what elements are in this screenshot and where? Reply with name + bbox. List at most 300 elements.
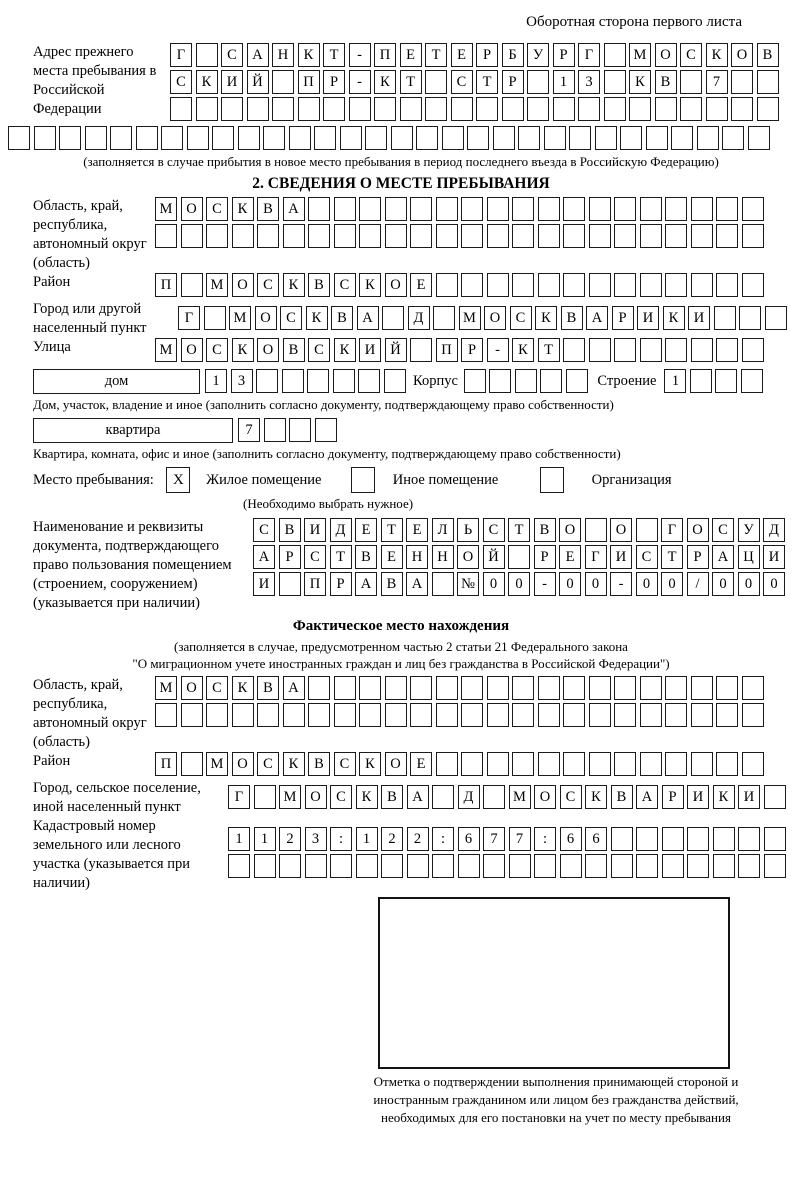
char-box: С: [280, 306, 302, 330]
actual-location-note-1: (заполняется в случае, предусмотренном частью 2 статьи 21 Федерального закона: [174, 639, 628, 654]
char-box: В: [757, 43, 779, 67]
char-box: И: [637, 306, 659, 330]
char-box: [518, 126, 540, 150]
char-box: [589, 338, 611, 362]
char-box: Н: [406, 545, 428, 569]
char-box: У: [527, 43, 549, 67]
char-box: [283, 224, 305, 248]
char-box: [655, 97, 677, 121]
char-box: С: [257, 273, 279, 297]
char-box: О: [181, 197, 203, 221]
char-box: 0: [508, 572, 530, 596]
char-box: А: [357, 306, 379, 330]
char-box: -: [349, 43, 371, 67]
char-box: В: [534, 518, 556, 542]
char-box: 2: [407, 827, 429, 851]
char-box-row: [155, 703, 794, 727]
char-box: [563, 338, 585, 362]
char-box-row: [170, 97, 794, 121]
char-box: Р: [461, 338, 483, 362]
char-box: 1: [205, 369, 227, 393]
char-box: [308, 224, 330, 248]
char-box: О: [385, 273, 407, 297]
char-box: -: [610, 572, 632, 596]
char-box: Г: [228, 785, 250, 809]
char-box: К: [306, 306, 328, 330]
stroenie-label: Строение: [597, 373, 657, 389]
char-box: А: [247, 43, 269, 67]
char-box: [385, 224, 407, 248]
char-box: [722, 126, 744, 150]
char-box: [611, 827, 633, 851]
char-box: [334, 197, 356, 221]
char-box: [458, 854, 480, 878]
char-box: К: [535, 306, 557, 330]
char-box: О: [610, 518, 632, 542]
street-label: Улица: [33, 339, 71, 355]
char-box: М: [206, 752, 228, 776]
char-box: [308, 197, 330, 221]
char-box: [334, 224, 356, 248]
actual-city-label: Город, сельское поселение, иной населенный пункт: [33, 780, 201, 815]
city-row: [8, 300, 794, 338]
char-box: О: [457, 545, 479, 569]
char-box: [467, 126, 489, 150]
char-box: [340, 126, 362, 150]
char-box: И: [688, 306, 710, 330]
char-box: [640, 224, 662, 248]
char-box: [483, 785, 505, 809]
char-box: [741, 369, 763, 393]
char-box: [680, 97, 702, 121]
char-box: П: [155, 273, 177, 297]
char-box: К: [706, 43, 728, 67]
char-box-row: [464, 369, 592, 393]
char-box: [461, 197, 483, 221]
char-box: [464, 369, 486, 393]
char-box: [691, 752, 713, 776]
char-box: Г: [661, 518, 683, 542]
char-box: [527, 70, 549, 94]
char-box: [487, 703, 509, 727]
char-box-row: [178, 306, 790, 330]
char-box: С: [308, 338, 330, 362]
char-box: А: [253, 545, 275, 569]
char-box: [691, 273, 713, 297]
char-box: С: [304, 545, 326, 569]
char-box: Е: [406, 518, 428, 542]
char-box-row: [155, 676, 794, 700]
char-box: [155, 703, 177, 727]
char-box: К: [232, 338, 254, 362]
char-box: Н: [432, 545, 454, 569]
char-box: /: [687, 572, 709, 596]
char-box: [742, 703, 764, 727]
char-box: :: [330, 827, 352, 851]
char-box: [334, 676, 356, 700]
char-box: К: [713, 785, 735, 809]
option-organization-label: Организация: [591, 472, 672, 488]
char-box: [640, 197, 662, 221]
char-box: [589, 752, 611, 776]
char-box: Р: [662, 785, 684, 809]
char-box: [308, 676, 330, 700]
char-box: [748, 126, 770, 150]
char-box: 1: [228, 827, 250, 851]
char-box: О: [484, 306, 506, 330]
char-box: [110, 126, 132, 150]
char-box: [181, 752, 203, 776]
char-box: [204, 306, 226, 330]
district-row: [8, 273, 794, 300]
char-box: [563, 197, 585, 221]
street-row: [8, 338, 794, 365]
section2-title: 2. СВЕДЕНИЯ О МЕСТЕ ПРЕБЫВАНИЯ: [252, 175, 550, 192]
char-box: [155, 224, 177, 248]
char-box: [706, 97, 728, 121]
stay-type-label: Место пребывания:: [33, 472, 154, 488]
char-box: [538, 273, 560, 297]
char-box: К: [283, 273, 305, 297]
char-box: 7: [509, 827, 531, 851]
char-box: [461, 273, 483, 297]
char-box: [742, 752, 764, 776]
char-box: [483, 854, 505, 878]
char-box: [691, 197, 713, 221]
char-box: В: [355, 545, 377, 569]
char-box: [563, 752, 585, 776]
char-box: [181, 703, 203, 727]
actual-district-label: Район: [33, 753, 71, 769]
char-box: Б: [502, 43, 524, 67]
char-box: [620, 126, 642, 150]
char-box: [765, 306, 787, 330]
char-box: [359, 224, 381, 248]
char-box: О: [305, 785, 327, 809]
char-box: И: [763, 545, 785, 569]
char-box: [563, 224, 585, 248]
char-box: К: [585, 785, 607, 809]
char-box: А: [406, 572, 428, 596]
char-box: [432, 572, 454, 596]
char-box: Н: [272, 43, 294, 67]
district-label: Район: [33, 274, 71, 290]
char-box: [487, 224, 509, 248]
char-box: [544, 126, 566, 150]
char-box: С: [206, 338, 228, 362]
char-box: [181, 224, 203, 248]
char-box: М: [206, 273, 228, 297]
char-box: [461, 752, 483, 776]
char-box: 7: [238, 418, 260, 442]
char-box: [731, 97, 753, 121]
char-box: [713, 854, 735, 878]
char-box: М: [229, 306, 251, 330]
char-box: [232, 703, 254, 727]
char-box-row: [228, 827, 794, 851]
char-box: [665, 752, 687, 776]
char-box: [716, 703, 738, 727]
char-box-row: [155, 197, 794, 221]
region-row: [8, 197, 794, 273]
char-box: [589, 703, 611, 727]
prev-address-note: (заполняется в случае прибытия в новое место пребывания в период последнего въезда в Российскую Федерацию): [83, 154, 719, 169]
char-box-row: [228, 785, 789, 809]
char-box: [196, 43, 218, 67]
char-box: П: [304, 572, 326, 596]
char-box: В: [655, 70, 677, 94]
char-box: [742, 224, 764, 248]
char-box: [680, 70, 702, 94]
char-box: [757, 70, 779, 94]
char-box: [534, 854, 556, 878]
char-box: [538, 224, 560, 248]
char-box: [697, 126, 719, 150]
char-box: С: [451, 70, 473, 94]
char-box: [614, 703, 636, 727]
checkbox-organization: [540, 467, 564, 493]
char-box: С: [253, 518, 275, 542]
char-box: Р: [330, 572, 352, 596]
char-box: О: [655, 43, 677, 67]
char-box: П: [155, 752, 177, 776]
char-box: [385, 703, 407, 727]
char-box: [381, 854, 403, 878]
char-box: 0: [763, 572, 785, 596]
char-box: [289, 126, 311, 150]
char-box: К: [232, 197, 254, 221]
char-box: К: [512, 338, 534, 362]
char-box: О: [534, 785, 556, 809]
char-box: В: [331, 306, 353, 330]
char-box: [358, 369, 380, 393]
char-box: 0: [585, 572, 607, 596]
char-box: [629, 97, 651, 121]
char-box: [665, 676, 687, 700]
char-box: [764, 854, 786, 878]
char-box: [349, 97, 371, 121]
char-box: М: [459, 306, 481, 330]
document-label: Наименование и реквизиты документа, подтверждающего право пользования помещением (строением, сооружением) (указывается при наличии): [33, 519, 232, 611]
char-box: №: [457, 572, 479, 596]
char-box: [425, 97, 447, 121]
char-box: С: [636, 545, 658, 569]
char-box: [283, 703, 305, 727]
char-box: [512, 703, 534, 727]
char-box: [206, 703, 228, 727]
char-box: Ц: [738, 545, 760, 569]
char-box: Т: [400, 70, 422, 94]
char-box: [614, 273, 636, 297]
char-box: [604, 70, 626, 94]
house-note: Дом, участок, владение и иное (заполнить согласно документу, подтверждающему право собственности): [33, 397, 614, 412]
char-box: [512, 197, 534, 221]
char-box: [315, 418, 337, 442]
char-box: К: [334, 338, 356, 362]
char-box: [640, 273, 662, 297]
char-box-row: [155, 224, 794, 248]
stay-type-row: [33, 467, 794, 494]
char-box: Т: [425, 43, 447, 67]
cadastral-row: [8, 817, 794, 893]
char-box: [196, 97, 218, 121]
char-box: -: [487, 338, 509, 362]
char-box: [487, 197, 509, 221]
char-box: [538, 703, 560, 727]
char-box: [665, 273, 687, 297]
char-box: И: [221, 70, 243, 94]
char-box: К: [356, 785, 378, 809]
char-box: [512, 676, 534, 700]
char-box: В: [283, 338, 305, 362]
char-box: [611, 854, 633, 878]
char-box: Ь: [457, 518, 479, 542]
char-box: О: [687, 518, 709, 542]
char-box: [432, 785, 454, 809]
char-box: [614, 224, 636, 248]
char-box: И: [304, 518, 326, 542]
char-box: [691, 703, 713, 727]
char-box: 0: [559, 572, 581, 596]
char-box: 6: [585, 827, 607, 851]
char-box: [614, 676, 636, 700]
char-box: Р: [323, 70, 345, 94]
checkbox-other-premises: [351, 467, 375, 493]
prev-address-grid: [170, 43, 794, 124]
char-box: Й: [385, 338, 407, 362]
char-box: В: [308, 273, 330, 297]
char-box: [640, 703, 662, 727]
char-box: С: [206, 197, 228, 221]
char-box: К: [359, 752, 381, 776]
char-box: И: [738, 785, 760, 809]
char-box: [279, 572, 301, 596]
char-box: И: [687, 785, 709, 809]
char-box: [410, 338, 432, 362]
char-box: В: [611, 785, 633, 809]
house-type-box: дом: [33, 369, 200, 394]
char-box: [410, 197, 432, 221]
char-box: 2: [381, 827, 403, 851]
region-label: Область, край, республика, автономный округ (область): [33, 198, 147, 271]
char-box: [738, 854, 760, 878]
char-box: [436, 676, 458, 700]
char-box: [221, 97, 243, 121]
char-box: [359, 197, 381, 221]
char-box: А: [355, 572, 377, 596]
char-box: [716, 676, 738, 700]
char-box: [614, 197, 636, 221]
char-box: В: [561, 306, 583, 330]
char-box: М: [155, 338, 177, 362]
char-box: [279, 854, 301, 878]
house-row: [33, 369, 794, 395]
char-box: [563, 273, 585, 297]
korpus-label: Корпус: [413, 373, 458, 389]
char-box: К: [298, 43, 320, 67]
char-box: [493, 126, 515, 150]
char-box: [553, 97, 575, 121]
char-box: С: [483, 518, 505, 542]
page-header-note: Оборотная сторона первого листа: [526, 14, 742, 30]
char-box: О: [559, 518, 581, 542]
char-box: О: [181, 338, 203, 362]
char-box: Т: [538, 338, 560, 362]
char-box: [671, 126, 693, 150]
char-box: [476, 97, 498, 121]
char-box: [416, 126, 438, 150]
char-box: [742, 273, 764, 297]
char-box: 3: [305, 827, 327, 851]
char-box: Г: [178, 306, 200, 330]
char-box: [212, 126, 234, 150]
char-box: [272, 97, 294, 121]
char-box: [563, 676, 585, 700]
char-box: [691, 224, 713, 248]
char-box: [569, 126, 591, 150]
char-box: [738, 827, 760, 851]
actual-region-row: [8, 676, 794, 752]
char-box: [272, 70, 294, 94]
char-box: [382, 306, 404, 330]
char-box: А: [586, 306, 608, 330]
char-box: У: [738, 518, 760, 542]
char-box: Е: [400, 43, 422, 67]
char-box: [589, 676, 611, 700]
char-box: О: [232, 273, 254, 297]
char-box: В: [381, 572, 403, 596]
char-box: [256, 369, 278, 393]
char-box: [136, 126, 158, 150]
char-box: [665, 338, 687, 362]
char-box: О: [232, 752, 254, 776]
char-box: [714, 306, 736, 330]
char-box: [432, 854, 454, 878]
char-box: [289, 418, 311, 442]
char-box: С: [330, 785, 352, 809]
actual-district-row: [8, 752, 794, 779]
char-box: Р: [476, 43, 498, 67]
char-box: Р: [687, 545, 709, 569]
char-box: Г: [170, 43, 192, 67]
char-box: [307, 369, 329, 393]
char-box: [716, 752, 738, 776]
char-box: [585, 854, 607, 878]
char-box: 7: [706, 70, 728, 94]
char-box: Е: [559, 545, 581, 569]
char-box: [181, 273, 203, 297]
char-box: С: [334, 752, 356, 776]
char-box: Г: [585, 545, 607, 569]
char-box: [487, 273, 509, 297]
char-box: [314, 126, 336, 150]
char-box: -: [349, 70, 371, 94]
char-box: [538, 197, 560, 221]
char-box: [604, 43, 626, 67]
char-box: :: [432, 827, 454, 851]
char-box: С: [221, 43, 243, 67]
char-box: [742, 676, 764, 700]
char-box: [442, 126, 464, 150]
char-box: [757, 97, 779, 121]
char-box: 6: [560, 827, 582, 851]
char-box-row: [253, 545, 794, 569]
char-box: [540, 369, 562, 393]
char-box: [365, 126, 387, 150]
char-box: К: [663, 306, 685, 330]
char-box: [640, 676, 662, 700]
char-box: М: [155, 676, 177, 700]
